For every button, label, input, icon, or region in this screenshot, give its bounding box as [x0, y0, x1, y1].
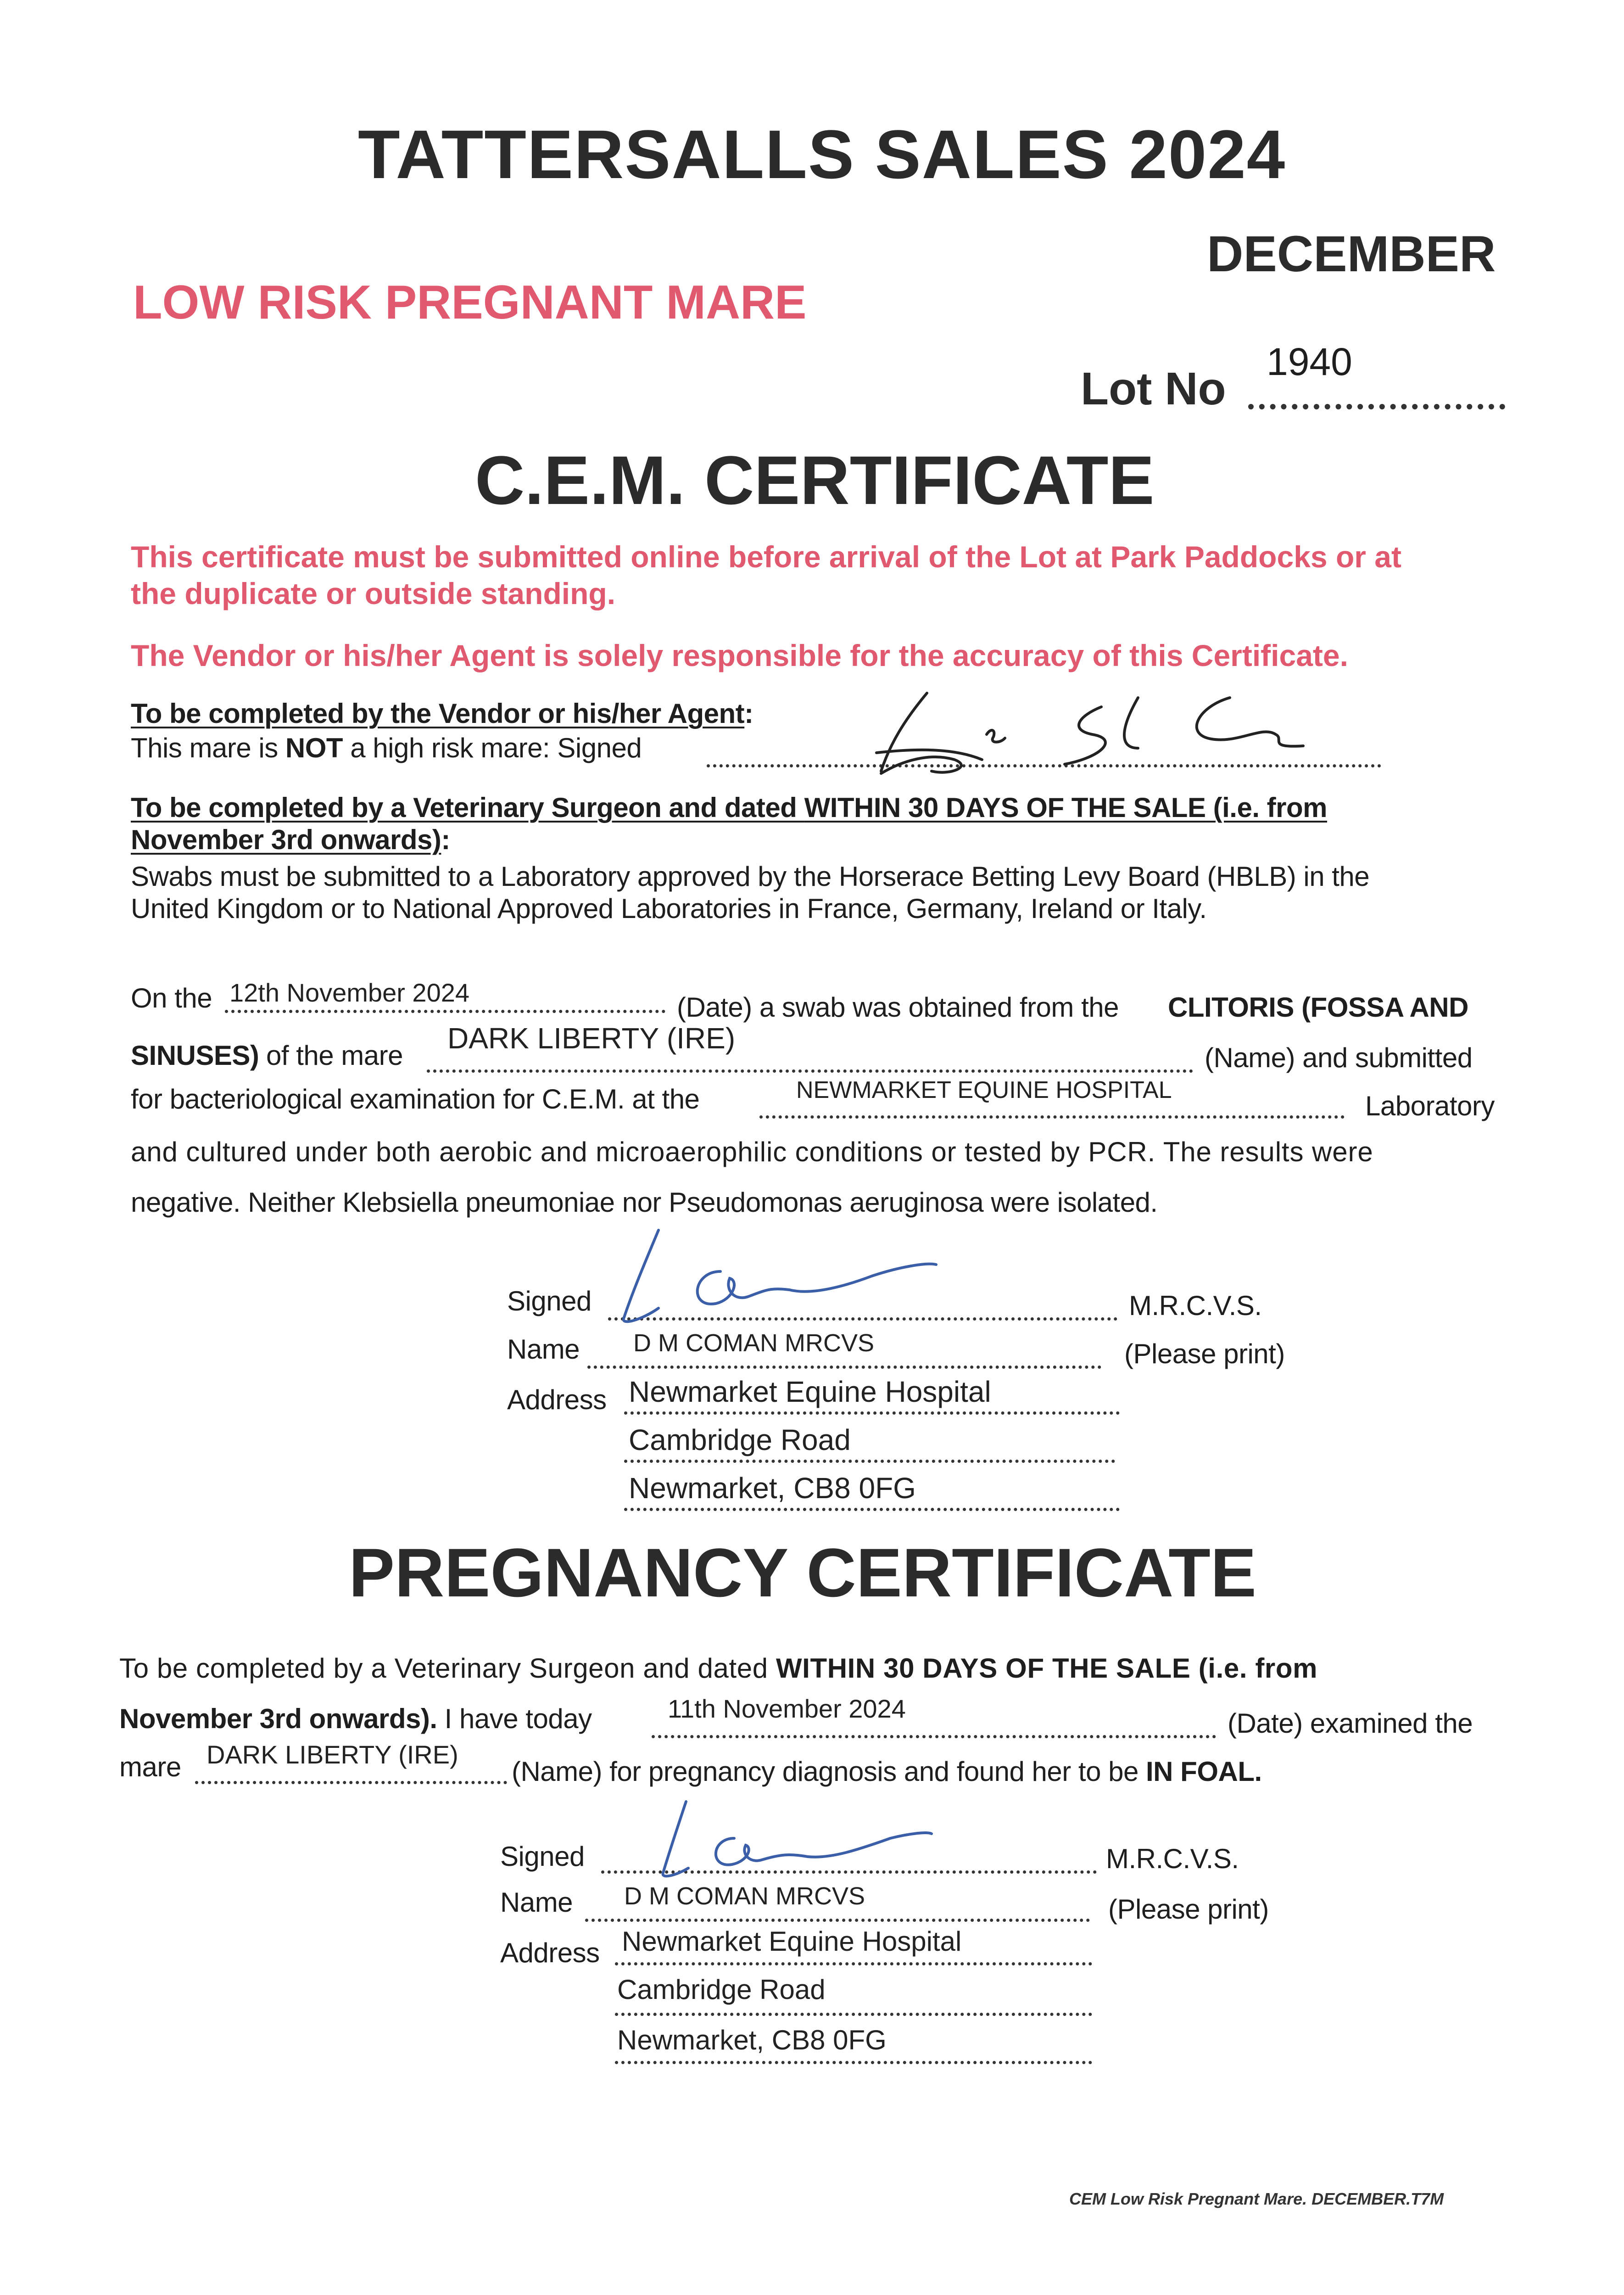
cem-name-label: Name — [507, 1334, 580, 1365]
swab-date: 12th November 2024 — [229, 978, 470, 1007]
vet-heading-bold: WITHIN 30 DAYS OF THE SALE — [804, 792, 1206, 823]
swab-instructions-line1: Swabs must be submitted to a Laboratory approved by the Horserace Betting Levy Board (HBLB) in the — [131, 861, 1370, 892]
exam-date-line — [652, 1735, 1216, 1738]
date-label: (Date) a swab was obtained from the — [677, 992, 1119, 1023]
cultured-text: and cultured under both aerobic and microaerophilic conditions or tested by PCR. The results were — [131, 1136, 1373, 1167]
cem-please-print-label: (Please print) — [1124, 1338, 1285, 1369]
pregnancy-mrcvs-label: M.R.C.V.S. — [1106, 1843, 1239, 1874]
pregnancy-diagnosis-text — [512, 1756, 1262, 1787]
name-submitted-label: (Name) and submitted — [1205, 1042, 1473, 1073]
cem-mare-name: DARK LIBERTY (IRE) — [447, 1022, 736, 1055]
vendor-statement — [131, 732, 642, 764]
pregnancy-intro-bold: WITHIN 30 DAYS OF THE SALE (i.e. from — [776, 1653, 1318, 1684]
negative-results-text: negative. Neither Klebsiella pneumoniae nor Pseudomonas aeruginosa were isolated. — [131, 1187, 1158, 1218]
vendor-heading-colon: : — [744, 698, 753, 729]
cem-address-line2-dots — [624, 1460, 1115, 1463]
pregnancy-intro-pre: To be completed by a Veterinary Surgeon and dated — [119, 1653, 776, 1684]
pregnancy-address-line2: Cambridge Road — [617, 1974, 826, 2005]
exam-date: 11th November 2024 — [668, 1694, 906, 1723]
on-the-label: On the — [131, 983, 212, 1013]
pregnancy-intro-line1 — [119, 1652, 1317, 1684]
laboratory-name: NEWMARKET EQUINE HOSPITAL — [796, 1077, 1172, 1103]
vendor-responsibility-notice: The Vendor or his/her Agent is solely responsible for the accuracy of this Certificate. — [131, 638, 1348, 672]
swab-instructions-line2: United Kingdom or to National Approved Laboratories in France, Germany, Ireland or Italy. — [131, 893, 1207, 924]
swab-date-line — [225, 1010, 665, 1013]
vet-section-heading — [131, 792, 1327, 823]
pregnancy-intro-line2 — [119, 1703, 592, 1735]
pregnancy-vet-name-line — [585, 1919, 1090, 1922]
submission-notice-line1: This certificate must be submitted online before arrival of the Lot at Park Paddocks or at — [131, 540, 1401, 574]
vet-heading-line2-colon: : — [441, 824, 450, 855]
cem-certificate-title: C.E.M. CERTIFICATE — [475, 442, 1155, 519]
cem-address-line3: Newmarket, CB8 0FG — [629, 1472, 916, 1505]
cem-address-line2: Cambridge Road — [629, 1423, 851, 1456]
pregnancy-mare-label: mare — [119, 1752, 181, 1782]
pregnancy-address-line1-dots — [615, 1962, 1092, 1965]
cem-address-label: Address — [507, 1384, 607, 1415]
pregnancy-vet-name: D M COMAN MRCVS — [624, 1882, 865, 1910]
vendor-heading-text: To be completed by the Vendor or his/her Agent — [131, 698, 745, 729]
submission-notice-line2: the duplicate or outside standing. — [131, 577, 616, 610]
lot-number: 1940 — [1267, 340, 1352, 383]
page-title: TATTERSALLS SALES 2024 — [358, 116, 1286, 193]
cem-vet-name: D M COMAN MRCVS — [633, 1329, 874, 1357]
bact-exam-label: for bacteriological examination for C.E.M. at the — [131, 1084, 700, 1114]
pregnancy-address-line3-dots — [615, 2061, 1092, 2064]
pregnancy-mare-name-line — [195, 1781, 507, 1784]
pregnancy-please-print-label: (Please print) — [1108, 1894, 1269, 1925]
pregnancy-diagnosis-pre: (Name) for pregnancy diagnosis and found her to be — [512, 1756, 1146, 1787]
pregnancy-signed-label: Signed — [500, 1841, 585, 1872]
of-the-mare-label: of the mare — [266, 1040, 403, 1071]
vet-heading-line2-text: November 3rd onwards) — [131, 824, 441, 855]
vet-heading-post: (i.e. from — [1205, 792, 1327, 823]
cem-address-line3-dots — [624, 1508, 1120, 1511]
clitoris-text: CLITORIS (FOSSA AND — [1168, 992, 1468, 1023]
cem-vet-signature — [615, 1221, 945, 1327]
cem-signed-label: Signed — [507, 1286, 592, 1316]
form-code: CEM Low Risk Pregnant Mare. DECEMBER.T7M — [1069, 2189, 1444, 2208]
pregnancy-diagnosis-bold: IN FOAL. — [1146, 1756, 1262, 1787]
cem-address-line1-dots — [624, 1411, 1120, 1415]
exam-date-label: (Date) examined the — [1228, 1708, 1473, 1739]
sale-month: DECEMBER — [1207, 226, 1496, 282]
vendor-section-heading — [131, 698, 753, 729]
cem-vet-name-line — [587, 1366, 1101, 1369]
lot-number-dotted-line — [1248, 404, 1505, 409]
cem-address-line1: Newmarket Equine Hospital — [629, 1375, 991, 1408]
pregnancy-mare-name: DARK LIBERTY (IRE) — [206, 1740, 458, 1769]
lot-label: Lot No — [1081, 363, 1226, 414]
pregnancy-line2-bold: November 3rd onwards). — [119, 1703, 437, 1734]
sinuses-text: SINUSES) — [131, 1040, 259, 1071]
vendor-statement-not: NOT — [285, 733, 343, 763]
laboratory-line — [759, 1115, 1345, 1119]
laboratory-label: Laboratory — [1365, 1091, 1495, 1121]
vendor-statement-post: a high risk mare: Signed — [343, 733, 642, 763]
vendor-signature — [863, 679, 1322, 785]
category-label: LOW RISK PREGNANT MARE — [133, 276, 807, 329]
pregnancy-line2-post: I have today — [437, 1703, 592, 1734]
cem-mrcvs-label: M.R.C.V.S. — [1129, 1290, 1262, 1321]
pregnancy-vet-signature — [652, 1795, 936, 1882]
pregnancy-name-label: Name — [500, 1887, 573, 1918]
pregnancy-address-label: Address — [500, 1937, 600, 1968]
pregnancy-address-line3: Newmarket, CB8 0FG — [617, 2025, 887, 2055]
pregnancy-certificate-title: PREGNANCY CERTIFICATE — [349, 1534, 1256, 1611]
pregnancy-address-line2-dots — [615, 2013, 1092, 2016]
pregnancy-address-line1: Newmarket Equine Hospital — [622, 1926, 962, 1957]
vendor-statement-pre: This mare is — [131, 733, 285, 763]
vet-section-heading-line2 — [131, 824, 450, 856]
cem-mare-name-line — [427, 1069, 1193, 1073]
vet-heading-pre: To be completed by a Veterinary Surgeon and dated — [131, 792, 804, 823]
